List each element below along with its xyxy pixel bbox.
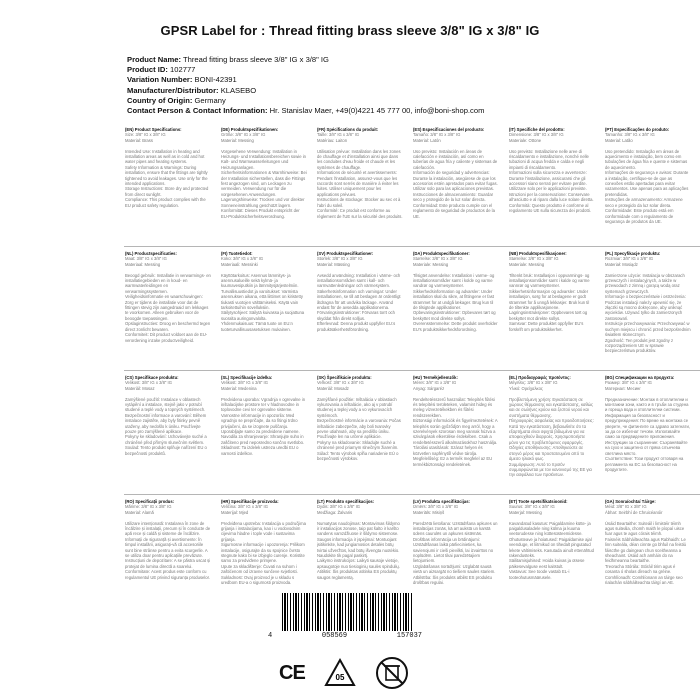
spec-body: Velikost: 3/8" IG x 3/8" IG Material: Medenina Predvidena uporaba: Vgradnja v ogrevalne in inštalacijske prostore ter v hladnovodne in toplovodne cevi ter ogrevalne sisteme. Varnostne informacije in opozorila: Med vgradnjo se prepričajte, da so fitingi trdno privijačeni, da se izognete puščanju. Uporabljajte samo za predvidene namene. Navodila za shranjevanje: Shranjujte suho in zaščiteno pred neposredno sončno svetlobo. Skladnost: Ta izdelek ustreza uredbi EU o varnosti izdelkov. [221, 380, 306, 456]
compliance-marks [279, 653, 419, 693]
spec-heading: (NB) Produktspesifikasjoner: [509, 251, 567, 256]
spec-heading: (EL) Προδιαγραφές προϊόντος: [509, 375, 571, 380]
barcode-digits [268, 632, 422, 640]
language-spec-column [413, 375, 499, 491]
info-label: Contact Person & Contact Information: [127, 106, 268, 116]
language-spec-column [605, 251, 691, 367]
page-title: GPSR Label for : Thread fitting brass sleeve 3/8" IG x 3/8" IG [160, 23, 540, 38]
info-label: Country of Origin: [127, 95, 193, 105]
spec-body: Tamanho: 3/8" IG x 3/8" IG Material: Latão Uso pretendido: Instalação em áreas de aquecimento e instalação, bem como em tubulações de água fria e quente e sistemas de aquecimento. Informações de segurança e avisos: Durante a instalação, certifique-se de que as conexões estão apertadas para evitar vazamentos. Use apenas para as aplicações pretendidas. Instruções de armazenamento: Armazene seco e protegido da luz solar direta. Conformidade: Este produto está em conformidade com o regulamento de segurança de produtos da UE. [605, 132, 689, 224]
info-value: 102777 [170, 65, 196, 75]
spec-heading: (PT) Especificações do produto: [605, 127, 670, 132]
spec-heading: (ET) Toote spetsifikatsioonid: [509, 499, 568, 504]
language-spec-column [605, 499, 691, 615]
spec-body: Veľkosť: 3/8" IG x 3/8" IG Materiál: Mosadz Zamýšľané použitie: Inštalácia v oblastiach vykurovania a inštalácie, ako aj v potrubí studenej a teplej vody a vo vykurovacích systémoch. Bezpečnostné informácie a varovania: Počas inštalácie zabezpečte, aby boli tvarovky pevne utiahnuté, aby sa predišlo úniku. Používajte len na určené aplikácie. Pokyny na skladovanie: Skladujte suché a chránené pred priamym slnečným žiarením. Súlad: Tento výrobok spĺňa nariadenie EÚ o bezpečnosti výrobkov. [317, 380, 401, 462]
spec-heading: (SL) Specifikacije izdelka: [221, 375, 273, 380]
spec-body: Veličina: 3/8" IG x 3/8" IG Materijal: Mjed Predviđena upotreba: Instalacija u područjima grijanja i instalacijama, kao i u vodovodnim cijevima hladne i tople vode i sustavima grijanja. Sigurnosne informacije i upozorenja: Prilikom instalacije, osigurajte da su spojnice čvrsto stegnute kako bi se izbjeglo curenje. Koristite samo za predviđene primjene. Upute za skladištenje: Čuvati na suhom i zaštićenom od izravne sunčeve svjetlosti. Sukladnost: Ovaj proizvod je u skladu s uredbom EU-a o sigurnosti proizvoda. [221, 504, 306, 586]
spec-body: Taille: 3/8" IG x 3/8" IG Matériau: Laiton Utilisation prévue: Installation dans les zones de chauffage et d'installation ainsi que dans les conduites d'eau froide et chaude et les systèmes de chauffage. Informations de sécurité et avertissements: Pendant l'installation, assurez-vous que les raccords sont serrés de manière à éviter les fuites. Utiliser uniquement pour les applications prévues. Instructions de stockage: Stocker au sec et à l'abri du soleil. Conformité: Ce produit est conforme au règlement de l'UE sur la sécurité des produits. [317, 132, 403, 219]
spec-body: Размер: 3/8" IG x 3/8" IG Материал: Месинг Предназначение: Монтаж в отоплителни и монтажни зони, както и в тръби за студена и гореща вода и отоплителни системи. Информация за безопасност и предупреждения: По време на монтажа се уверете, че фитингите са здраво затегнати, за да се избегнат течове. Използвайте само за предвидените приложения. Инструкции за съхранение: Съхранявайте на сухо и защитено от пряка слънчева светлина място. Съответствие: Този продукт отговаря на регламента на ЕС за безопасност на продуктите. [605, 380, 690, 472]
language-spec-grid [124, 123, 700, 618]
spec-heading: (GA) Sonraíochtaí Táirge: [605, 499, 656, 504]
spec-section [124, 123, 700, 246]
ce-mark-icon: CE [279, 661, 305, 684]
recycling-pp-icon [323, 658, 357, 688]
spec-heading: (PL) Specyfikacje produktu: [605, 251, 661, 256]
spec-heading: (BG) Спецификации на продукта: [605, 375, 675, 380]
spec-heading: (LV) Produkta specifikācijas: [413, 499, 470, 504]
language-spec-column [125, 127, 211, 243]
language-spec-column [221, 375, 307, 491]
ean-barcode [268, 593, 422, 645]
spec-body: Méid: 3/8" IG x 3/8" IG Ábhar: Seirbhí de Chruicéanóir Úsáid Beartaithe: Suiteáil i limistéir téimh agus suiteála, chomh maith le píopaí uisce fuar agus te agus córais téimh. Faisnéis Sábháilteachta agus Rabhaidh: Le linn suiteála, déan cinnte go bhfuil na feistiú fáiscthe go daingean chun sceitheanna a sheachaint. Úsáid ach amháin do na feidhmeanna beartaithe. Treoracha Stórála: Stóráil tirim agus é cosanta ó sholas díreach na gréine. Comhlíonadh: Comhlíonann an táirge seo rialachán sábháilteachta táirgí an AE. [605, 504, 687, 586]
spec-body: Dimensione: 3/8" IG x 3/8" IG Materiale: Ottone Uso previsto: Installazione nelle aree di riscaldamento e installazione, nonché nelle tubazioni di acqua fredda e calda e negli impianti di riscaldamento. Informazioni sulla sicurezza e avvertenze: Durante l'installazione, assicurarsi che gli accessori siano serrati per evitare perdite. Utilizzare solo per le applicazioni previste. Istruzioni per la conservazione: Conservare all'asciutto e al riparo dalla luce solare diretta. Conformità: Questo prodotto è conforme al regolamento UE sulla sicurezza dei prodotti. [509, 132, 594, 214]
spec-heading: (EN) Product Specifications: [125, 127, 182, 132]
language-spec-column [125, 375, 211, 491]
spec-section [124, 246, 700, 370]
info-label: Product Name: [127, 55, 182, 64]
spec-heading: (FI) Tuotetiedot: [221, 251, 253, 256]
product-info [127, 55, 484, 116]
spec-heading: (FR) Spécifications du produit: [317, 127, 379, 132]
spec-body: Méret: 3/8" IG x 3/8" IG Anyag: Sárgaréz Rendeltetésszerű használat: Telepítés fűtési és telepítési területeken, valamint hideg és meleg vízvezetékekben és fűtési rendszerekben. Biztonsági információk és figyelmeztetések: A telepítés során győződjön meg arról, hogy a szerelvények szorosan meg vannak húzva a szivárgások elkerülése érdekében. Csak a rendeltetésszerű alkalmazásokhoz használja. Tárolási utasítások: Száraz helyen és közvetlen napfénytől védve tárolja. Megfelelőség: Ez a termék megfelel az EU termékbiztonsági rendeletének. [413, 380, 498, 467]
spec-body: Koko: 3/8" IG x 3/8" IG Materiaali: Messinki Käyttötarkoitus: Asennus lämmitys- ja asennusalueille sekä kylmä- ja kuumavesiputkiin ja lämmitysjärjestelmiin. Turvallisuustiedot ja varoitukset: Varmista asennuksen aikana, että liittimet on kiristetty tiukasti vuotojen välttämiseksi. Käytä vain tarkoitettuihin sovelluksiin. Säilytysohjeet: Säilytä kuivassa ja suojattuna suoralta auringonvalolta. Yhdenmukaisuus: Tämä tuote on EU:n tuoteturvallisuusasetuksen mukainen. [221, 256, 305, 332]
barcode-digit-group: 058569 [321, 632, 348, 640]
product-name-row [127, 55, 484, 65]
spec-heading: (DE) Produktspezifikationen: [221, 127, 279, 132]
spec-heading: (LT) Produkto specifikacijos: [317, 499, 375, 504]
spec-body: Dydis: 3/8" IG x 3/8" IG Medžiaga: Žalvaris Numatytas naudojimas: Montavimas šildymo ir instaliacijos zonose, taip pat šalto ir karšto vandens vamzdžiuose ir šildymo sistemose. Saugos informacija ir įspėjimai: Montuojant įsitikinkite, kad jungiamosios detalės būtų tvirtai užveržtos, kad būtų išvengta nuotėkio. Naudokite tik pagal paskirtį. Laikymo instrukcijos: Laikyti sausoje vietoje, apsaugotoje nuo tiesioginių saulės spindulių. Atitiktis: Šis produktas atitinka ES produktų saugos reglamentą. [317, 504, 400, 580]
spec-heading: (CS) Specifikace produktu: [125, 375, 179, 380]
info-value: Thread fitting brass sleeve 3/8" IG x 3/8" IG [183, 55, 329, 64]
info-label: Product ID: [127, 65, 168, 75]
variation-number-row [127, 75, 484, 85]
language-spec-column [509, 375, 595, 491]
barcode-digit-group: 4 [268, 632, 273, 640]
language-spec-column [605, 375, 691, 491]
language-spec-column [317, 375, 403, 491]
spec-body: Μέγεθος: 3/8" IG x 3/8" IG Υλικό: Ορείχαλκος Προβλεπόμενη χρήση: Εγκατάσταση σε χώρους θέρμανσης και εγκατάστασης, καθώς και σε σωλήνες κρύου και ζεστού νερού και συστήματα θέρμανσης. Πληροφορίες ασφαλείας και προειδοποιήσεις: Κατά την εγκατάσταση, βεβαιωθείτε ότι τα εξαρτήματα είναι σφιχτά βιδωμένα για να αποφευχθούν διαρροές. Χρησιμοποιήστε μόνο για τις προβλεπόμενες εφαρμογές. Οδηγίες αποθήκευσης: Αποθηκεύστε σε στεγνό μέρος και προστατευμένο από το άμεσο ηλιακό φως. Συμμόρφωση: Αυτό το προϊόν συμμορφώνεται με τον κανονισμό της ΕΕ για την ασφάλεια των προϊόντων. [509, 380, 594, 478]
spec-heading: (SK) Špecifikácie produktu: [317, 375, 372, 380]
spec-heading: (IT) Specifiche del prodotto: [509, 127, 565, 132]
info-label: Manufacturer/Distributor: [127, 85, 219, 95]
spec-body: Tamaño: 3/8" IG x 3/8" IG Material: Latón Uso previsto: Instalación en áreas de calefacción e instalación, así como en tuberías de agua fría y caliente y sistemas de calefacción. Información de seguridad y advertencias: Durante la instalación, asegúrese de que los accesorios estén apretados para evitar fugas. Utilizar solo para las aplicaciones previstas. Instrucciones de almacenamiento: Guardar seco y protegido de la luz solar directa. Conformidad: Este producto cumple con el reglamento de seguridad de productos de la UE. [413, 132, 498, 219]
contact-row [127, 106, 484, 116]
spec-heading: (HU) Termékjellemzők: [413, 375, 458, 380]
language-spec-column [413, 251, 499, 367]
language-spec-column [221, 251, 307, 367]
spec-body: Størrelse: 3/8" IG x 3/8" IG Materiale: Messing Tilsigtet anvendelse: Installation i varme- og installationsområder samt i kolde og varme vandrør og varmesystemer. Sikkerhedsinformation og advarsler: Under installation skal du sikre, at fittingene er fast strammet for at undgå lækager. Brug kun til de tilsigtede applikationer. Opbevaringsinstruktioner: Opbevares tørt og beskyttet mod direkte sollys. Overensstemmelse: Dette produkt overholder EU's produktsikkerhedsforordning. [413, 256, 498, 332]
country-row [127, 96, 484, 106]
language-spec-column [317, 127, 403, 243]
spec-body: Maat: 3/8" IG x 3/8" IG Materiaal: Messing Beoogd gebruik: Installatie in verwarmings- en installatiegebieden en in koud- en warmwaterleidingen en verwarmingssystemen. Veiligheidsinformatie en waarschuwingen: Zorg er tijdens de installatie voor dat de fittingen stevig zijn aangedraaid om lekkages te voorkomen. Alleen gebruiken voor de beoogde toepassingen. Opslaginstructies: Droog en beschermd tegen direct zonlicht bewaren. Conformiteit: Dit product voldoet aan de EU-verordening inzake productveiligheid. [125, 256, 211, 343]
spec-body: Mărime: 3/8" IG x 3/8" IG Material: Alamă Utilizare intenționată: Instalarea în zone de încălzire și instalații, precum și în conducte de apă rece și caldă și sisteme de încălzire. Informații de siguranță și avertismente: În timpul instalării, asigurați-vă că accesoriile sunt bine strânse pentru a evita scurgerile. A se utiliza doar pentru aplicațiile prevăzute. Instrucțiuni de depozitare: A se păstra uscat și protejat de lumina directă a soarelui. Conformitate: Acest produs este conform cu regulamentul UE privind siguranța produselor. [125, 504, 211, 580]
language-spec-column [509, 251, 595, 367]
language-spec-column [317, 251, 403, 367]
spec-body: Velikost: 3/8" IG x 3/8" IG Materiál: Mosaz Zamýšlené použití: Instalace v oblastech vytápění a instalace, stejně jako v potrubí studené a teplé vody a topných systémech. Bezpečnostní informace a varování: Během instalace zajistěte, aby byly fitinky pevně utaženy, aby nedošlo k úniku. Používejte pouze pro zamýšlené aplikace. Pokyny ke skladování: Uchovávejte suché a chráněné před přímým slunečním světlem. Soulad: Tento produkt splňuje nařízení EU o bezpečnosti produktů. [125, 380, 207, 456]
spec-heading: (DA) Produktspecifikationer: [413, 251, 470, 256]
spec-heading: (ES) Especificaciones del producto: [413, 127, 485, 132]
plastic-number: 05 [335, 673, 345, 682]
language-spec-column [413, 127, 499, 243]
barcode-bars [282, 593, 412, 631]
info-value: KLASEBO [220, 85, 257, 95]
manufacturer-row [127, 86, 484, 96]
product-id-row [127, 65, 484, 75]
spec-body: Storlek: 3/8" IG x 3/8" IG Material: Mässing Avsedd användning: Installation i värme- och installationsområden samt i kall- och varmvattenledningar och värmesystem. Säkerhetsinformation och varningar: Under installationen, se till att beslagen är ordentligt åtdragna för att undvika läckage. Använd endast för de avsedda applikationerna. Förvaringsinstruktioner: Förvaras torrt och skyddat från direkt solljus. Efterlevnad: Denna produkt uppfyller EU:s produktsäkerhetsförordning. [317, 256, 401, 332]
info-value: BONI-42391 [194, 75, 237, 85]
spec-body: Größe: 3/8" IG x 3/8" IG Material: Messing Vorgesehene Verwendung: Installation in Heizungs- und Installationsbereichen sowie in Kalt- und Warmwasserleitungen und Heizungsanlagen. Sicherheitsinformationen & Warnhinweise: Bei der Installation sicherstellen, dass die Fittings fest angezogen sind, um Leckagen zu vermeiden. Verwendung nur für die vorgesehenen Anwendungen. Lagerungshinweise: Trocken und vor direkter Sonneneinstrahlung geschützt lagern. Konformität: Dieses Produkt entspricht der EU-Produktsicherheitsverordnung. [221, 132, 307, 219]
language-spec-column [509, 127, 595, 243]
no-waste-bin-icon [375, 656, 409, 690]
spec-heading: (SV) Produktspecifikationer: [317, 251, 374, 256]
barcode-digit-group: 157037 [396, 632, 422, 640]
spec-heading: (NL) Productspecificaties: [125, 251, 177, 256]
language-spec-column [605, 127, 691, 243]
spec-body: Suurus: 3/8" IG x 3/8" IG Materjal: Messing Kavandatud kasutus: Paigaldamine kütte- ja paigaldusaladele ning külma ja kuuma veetorudesse ning küttesüsteemidesse. Ohutusteave ja hoiatused: Paigaldamise ajal veenduge, et liitmikud on tihedalt pingutatud lekete vältimiseks. Kasutada ainult ettenähtud rakendusteks. Säilitamisjuhised: Hoida kuivas ja otsese päikesevalguse eest kaitstult. Vastavus: See toode vastab EL-i tooteohutusmäärusele. [509, 504, 594, 580]
language-spec-column [221, 127, 307, 243]
info-value: Germany [194, 95, 226, 105]
language-spec-column [125, 251, 211, 367]
language-spec-column [509, 499, 595, 615]
spec-body: Size: 3/8" IG x 3/8" IG Material: Brass Intended Use: Installation in heating and installation areas as well as in cold and hot water pipes and heating systems. Safety Information & Warnings: During installation, ensure that the fittings are tightly tightened to avoid leakages. Use only for the intended applications. Storage Instructions: Store dry and protected from direct sunlight. Compliance: This product complies with the EU product safety regulation. [125, 132, 209, 208]
language-spec-column [413, 499, 499, 615]
spec-body: Størrelse: 3/8" IG x 3/8" IG Materiale: Messing Tiltenkt bruk: Installasjon i oppvarmings- og installasjonsområder samt i kalde og varme vannrør og varmesystemer. Sikkerhetsinformasjon og advarsler: Under installasjon, sørg for at beslagene er godt strammet for å unngå lekkasjer. Bruk kun til de tiltenkte applikasjonene. Lagringsinstruksjoner: Oppbevares tørt og beskyttet mot direkte sollys. Samsvar: Dette produktet oppfyller EU's forskrift om produktsikkerhet. [509, 256, 590, 332]
spec-body: Rozmiar: 3/8" IG x 3/8" IG Materiał: Mosiądz Zamierzone użycie: Instalacja w obszarach grzewczych i instalacyjnych, a także w przewodach z zimną i gorącą wodą oraz systemach grzewczych. Informacje o bezpieczeństwie i ostrzeżenia: Podczas instalacji należy upewnić się, że złączki są mocno dokręcone, aby uniknąć wycieków. Używać tylko do zamierzonych zastosowań. Instrukcje przechowywania: Przechowywać w suchym miejscu i chronić przed bezpośrednim światłem słonecznym. Zgodność: Ten produkt jest zgodny z rozporządzeniem UE w sprawie bezpieczeństwa produktów. [605, 256, 691, 354]
spec-section [124, 370, 700, 494]
spec-heading: (HR) Specifikacije proizvoda: [221, 499, 279, 504]
info-value: Hr. Stanislav Maer, +49(0)4221 45 777 00, info@boni-shop.com [269, 106, 485, 116]
spec-heading: (RO) Specificații produs: [125, 499, 175, 504]
language-spec-column [125, 499, 211, 615]
info-label: Variation Number: [127, 75, 193, 85]
spec-body: Izmērs: 3/8" IG x 3/8" IG Materiāls: Misiņš Paredzētā lietošana: Uzstādīšana apkures un instalācijas zonās, kā arī aukstā un karstā ūdens caurulēs un apkures sistēmās. Drošības informācija un brīdinājumi: Uzstādīšanas laikā pārliecinieties, ka savienojumi ir cieši pievilkti, lai izvairītos no noplūdēm. Lietot tikai paredzētajiem lietojumiem. Uzglabāšanas norādījumi: Uzglabāt sausā vietā un aizsargāt no tiešiem saules stariem. Atbilstība: Šis produkts atbilst ES produktu drošības regulai. [413, 504, 498, 586]
